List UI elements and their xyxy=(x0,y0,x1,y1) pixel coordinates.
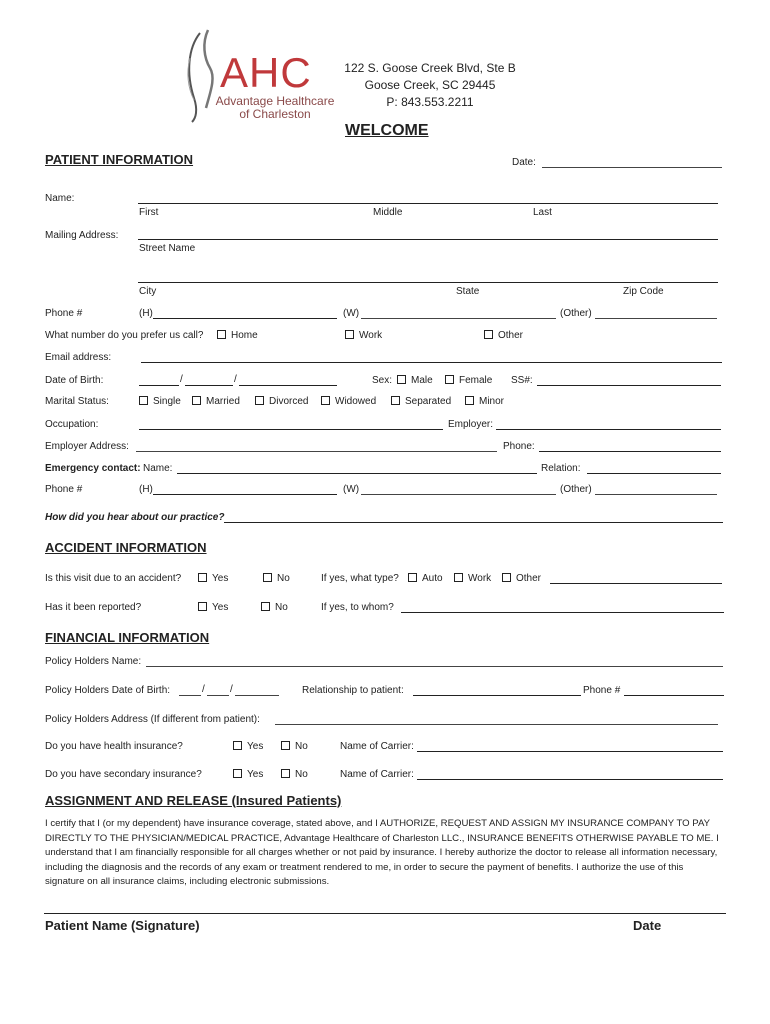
accident-info-heading: ACCIDENT INFORMATION xyxy=(45,540,207,555)
zip-caption: Zip Code xyxy=(623,286,664,297)
checkbox-icon[interactable] xyxy=(397,375,406,384)
health-ins-no-option[interactable] xyxy=(281,741,308,753)
emergency-name-label: Name: xyxy=(143,463,173,474)
date-label: Date: xyxy=(512,157,536,168)
policy-holder-dob-year[interactable] xyxy=(235,695,279,696)
checkbox-icon[interactable] xyxy=(198,602,207,611)
marital-option-label: Separated xyxy=(405,396,452,407)
marital-separated-option[interactable] xyxy=(391,396,451,408)
dob-year-field[interactable] xyxy=(239,385,337,386)
marital-married-option[interactable] xyxy=(192,396,240,408)
reported-no-option[interactable] xyxy=(261,602,288,614)
checkbox-icon[interactable] xyxy=(391,396,400,405)
secondary-insurance-question: Do you have secondary insurance? xyxy=(45,769,202,780)
reported-question: Has it been reported? xyxy=(45,602,142,613)
reported-yes-option[interactable] xyxy=(198,602,228,614)
phone-work-field[interactable] xyxy=(361,318,556,319)
prefer-work-label: Work xyxy=(359,330,383,341)
employer-label: Employer: xyxy=(448,419,494,430)
employer-address-field[interactable] xyxy=(136,451,497,452)
employer-address-label: Employer Address: xyxy=(45,441,129,452)
relation-field[interactable] xyxy=(587,473,721,474)
phone-home-field[interactable] xyxy=(153,318,337,319)
prefer-call-label: What number do you prefer us call? xyxy=(45,330,204,341)
prefer-home-label: Home xyxy=(231,330,258,341)
signature-line[interactable] xyxy=(44,913,726,914)
checkbox-icon[interactable] xyxy=(261,602,270,611)
city-caption: City xyxy=(139,286,157,297)
checkbox-icon[interactable] xyxy=(484,330,493,339)
accident-type-label: If yes, what type? xyxy=(321,573,399,584)
sex-male-label: Male xyxy=(411,375,433,386)
accident-yes-label: Yes xyxy=(212,573,229,584)
logo-line2: of Charleston xyxy=(239,107,311,121)
checkbox-icon[interactable] xyxy=(465,396,474,405)
secondary-ins-no-label: No xyxy=(295,769,308,780)
dob-slash-2: / xyxy=(234,374,237,385)
signature-label: Patient Name (Signature) xyxy=(45,918,200,933)
sex-label: Sex: xyxy=(372,375,393,386)
emergency-work-prefix: (W) xyxy=(343,484,360,495)
checkbox-icon[interactable] xyxy=(345,330,354,339)
policy-dob-slash-2: / xyxy=(230,684,233,695)
marital-option-label: Divorced xyxy=(269,396,309,407)
checkbox-icon[interactable] xyxy=(454,573,463,582)
logo-line1: Advantage Healthcare xyxy=(215,94,335,108)
dob-slash-1: / xyxy=(180,374,183,385)
emergency-name-field[interactable] xyxy=(177,473,537,474)
phone-home-prefix: (H) xyxy=(139,308,153,319)
marital-divorced-option[interactable] xyxy=(255,396,308,408)
emergency-home-field[interactable] xyxy=(153,494,337,495)
hear-about-label: How did you hear about our practice? xyxy=(45,512,225,523)
policy-holder-dob-month[interactable] xyxy=(179,695,201,696)
checkbox-icon[interactable] xyxy=(321,396,330,405)
secondary-ins-yes-label: Yes xyxy=(247,769,264,780)
accident-yes-option[interactable] xyxy=(198,573,228,585)
accident-work-option[interactable] xyxy=(454,573,491,585)
phone-other-prefix: (Other) xyxy=(560,308,592,319)
accident-other-field[interactable] xyxy=(550,583,722,584)
mailing-address-label: Mailing Address: xyxy=(45,230,119,241)
address-line1: 122 S. Goose Creek Blvd, Ste B xyxy=(344,61,516,75)
accident-no-option[interactable] xyxy=(263,573,290,585)
name-last-caption: Last xyxy=(533,207,552,218)
name-label: Name: xyxy=(45,193,75,204)
street-field[interactable] xyxy=(138,239,718,240)
prefer-other-option[interactable] xyxy=(484,330,523,342)
patient-info-heading: PATIENT INFORMATION xyxy=(45,152,194,167)
accident-auto-label: Auto xyxy=(422,573,443,584)
reported-to-whom-label: If yes, to whom? xyxy=(321,602,394,613)
dob-month-field[interactable] xyxy=(139,385,179,386)
dob-day-field[interactable] xyxy=(185,385,233,386)
signature-date-label: Date xyxy=(633,918,662,933)
date-field[interactable] xyxy=(542,167,722,168)
reported-to-whom-field[interactable] xyxy=(401,612,724,613)
marital-option-label: Minor xyxy=(479,396,505,407)
health-carrier-field[interactable] xyxy=(417,751,723,752)
checkbox-icon[interactable] xyxy=(192,396,201,405)
checkbox-icon[interactable] xyxy=(217,330,226,339)
secondary-ins-yes-option[interactable] xyxy=(233,769,263,781)
accident-question: Is this visit due to an accident? xyxy=(45,573,182,584)
accident-other-label: Other xyxy=(516,573,542,584)
assignment-paragraph: I certify that I (or my dependent) have insurance coverage, stated above, and I AUTHORIZE, REQUEST AND ASSIGN MY INSURANCE COMPANY TO PAY DIRECTLY TO THE PHYSICIAN/MEDICAL PRACTICE, Advantage Healthcare of Charleston LLC., INSURANCE BENEFITS OTHERWISE PAYABLE TO ME. I understand that I am financially responsible for all charges whether or not paid by insurance. I hereby authorize the doctor to release all information necessary, including the diagnosis and the records of any exam or treatment rendered to me, in order to secure the payment of benefits. I authorize the use of this signature on all insurance claims, including electronic submissions. xyxy=(45,818,719,887)
name-first-caption: First xyxy=(139,207,159,218)
emergency-other-field[interactable] xyxy=(595,494,717,495)
checkbox-icon[interactable] xyxy=(408,573,417,582)
street-caption: Street Name xyxy=(139,243,196,254)
marital-option-label: Widowed xyxy=(335,396,377,407)
accident-other-option[interactable] xyxy=(502,573,541,585)
reported-no-label: No xyxy=(275,602,288,613)
employer-phone-field[interactable] xyxy=(539,451,721,452)
emergency-work-field[interactable] xyxy=(361,494,556,495)
reported-yes-label: Yes xyxy=(212,602,229,613)
secondary-carrier-label: Name of Carrier: xyxy=(340,769,414,780)
occupation-label: Occupation: xyxy=(45,419,99,430)
relationship-label: Relationship to patient: xyxy=(302,685,404,696)
logo-letters: AHC xyxy=(220,49,312,96)
phone-work-prefix: (W) xyxy=(343,308,360,319)
phone-line: P: 843.553.2211 xyxy=(386,95,474,109)
policy-holder-name-field[interactable] xyxy=(146,666,723,667)
checkbox-icon[interactable] xyxy=(263,573,272,582)
employer-phone-label: Phone: xyxy=(503,441,535,452)
city-state-zip-field[interactable] xyxy=(138,282,718,283)
health-ins-no-label: No xyxy=(295,741,308,752)
checkbox-icon[interactable] xyxy=(198,573,207,582)
assignment-heading: ASSIGNMENT AND RELEASE (Insured Patients) xyxy=(45,793,342,808)
checkbox-icon[interactable] xyxy=(139,396,148,405)
page-title: WELCOME xyxy=(345,122,429,139)
prefer-other-label: Other xyxy=(498,330,524,341)
sex-female-label: Female xyxy=(459,375,493,386)
sex-male-option[interactable] xyxy=(397,375,433,387)
health-insurance-question: Do you have health insurance? xyxy=(45,741,183,752)
ssn-field[interactable] xyxy=(537,385,721,386)
accident-no-label: No xyxy=(277,573,290,584)
relationship-field[interactable] xyxy=(413,695,581,696)
marital-widowed-option[interactable] xyxy=(321,396,376,408)
sex-female-option[interactable] xyxy=(445,375,492,387)
emergency-home-prefix: (H) xyxy=(139,484,153,495)
emergency-contact-label: Emergency contact: xyxy=(45,463,141,474)
name-field[interactable] xyxy=(138,203,718,204)
financial-info-heading: FINANCIAL INFORMATION xyxy=(45,630,210,645)
policy-dob-slash-1: / xyxy=(202,684,205,695)
prefer-home-option[interactable] xyxy=(217,330,258,342)
email-field[interactable] xyxy=(141,362,722,363)
checkbox-icon[interactable] xyxy=(502,573,511,582)
marital-single-option[interactable] xyxy=(139,396,181,408)
secondary-ins-no-option[interactable] xyxy=(281,769,308,781)
policy-holder-dob-day[interactable] xyxy=(207,695,229,696)
health-ins-yes-option[interactable] xyxy=(233,741,263,753)
name-middle-caption: Middle xyxy=(373,207,403,218)
accident-auto-option[interactable] xyxy=(408,573,443,585)
email-label: Email address: xyxy=(45,352,112,363)
marital-option-label: Single xyxy=(153,396,181,407)
occupation-field[interactable] xyxy=(139,429,443,430)
policy-holder-dob-label: Policy Holders Date of Birth: xyxy=(45,685,171,696)
checkbox-icon[interactable] xyxy=(233,741,242,750)
policy-phone-field[interactable] xyxy=(624,695,724,696)
employer-field[interactable] xyxy=(496,429,721,430)
policy-holder-address-field[interactable] xyxy=(275,724,718,725)
prefer-work-option[interactable] xyxy=(345,330,382,342)
health-ins-yes-label: Yes xyxy=(247,741,264,752)
checkbox-icon[interactable] xyxy=(255,396,264,405)
accident-work-label: Work xyxy=(468,573,492,584)
phone-other-field[interactable] xyxy=(595,318,717,319)
marital-status-label: Marital Status: xyxy=(45,396,109,407)
dob-label: Date of Birth: xyxy=(45,375,104,386)
hear-about-field[interactable] xyxy=(224,522,723,523)
emergency-other-prefix: (Other) xyxy=(560,484,592,495)
emergency-phone-label: Phone # xyxy=(45,484,83,495)
health-carrier-label: Name of Carrier: xyxy=(340,741,414,752)
relation-label: Relation: xyxy=(541,463,581,474)
checkbox-icon[interactable] xyxy=(281,741,290,750)
phone-label: Phone # xyxy=(45,308,83,319)
marital-option-label: Married xyxy=(206,396,240,407)
state-caption: State xyxy=(456,286,480,297)
ssn-label: SS#: xyxy=(511,375,533,386)
policy-phone-label: Phone # xyxy=(583,685,621,696)
secondary-carrier-field[interactable] xyxy=(417,779,723,780)
policy-holder-address-label: Policy Holders Address (If different from patient): xyxy=(45,714,260,725)
checkbox-icon[interactable] xyxy=(233,769,242,778)
address-line2: Goose Creek, SC 29445 xyxy=(364,78,496,92)
checkbox-icon[interactable] xyxy=(445,375,454,384)
marital-minor-option[interactable] xyxy=(465,396,504,408)
checkbox-icon[interactable] xyxy=(281,769,290,778)
policy-holder-name-label: Policy Holders Name: xyxy=(45,656,142,667)
